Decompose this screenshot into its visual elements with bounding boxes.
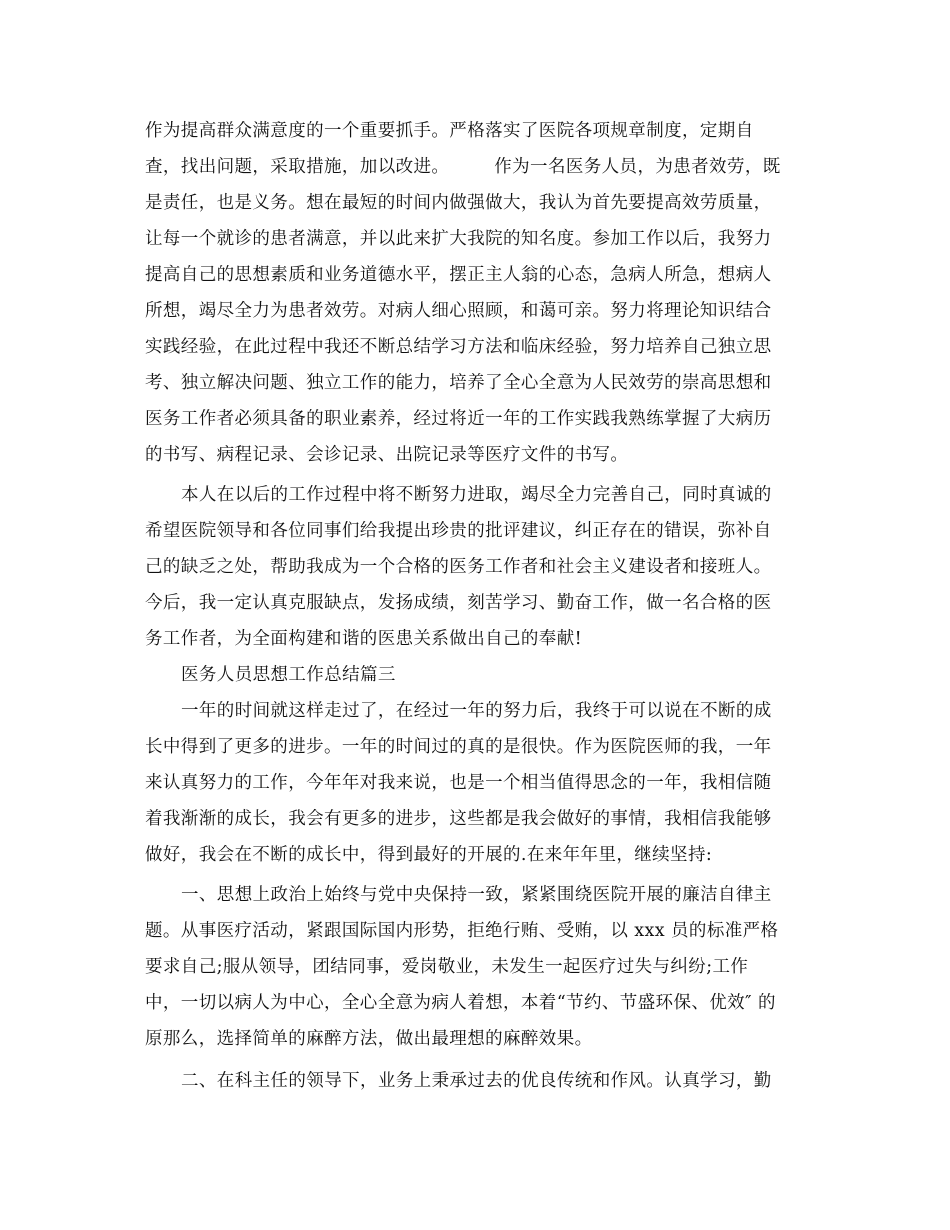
text-line: 来认真努力的工作，今年年对我来说，也是一个相当值得思念的一年，我相信随 xyxy=(145,773,772,793)
text-line: 提高自己的思想素质和业务道德水平，摆正主人翁的心态，急病人所急，想病人 xyxy=(145,265,772,285)
paragraph-first-line: 一年的时间就这样走过了，在经过一年的努力后，我终于可以说在不断的成 xyxy=(181,701,772,721)
text-line: 所想，竭尽全力为患者效劳。对病人细心照顾，和蔼可亲。努力将理论知识结合 xyxy=(145,301,772,321)
text-line: 作为提高群众满意度的一个重要抓手。严格落实了医院各项规章制度，定期自 xyxy=(145,121,754,141)
text-line: 务工作者，为全面构建和谐的医患关系做出自己的奉献! xyxy=(145,629,583,649)
paragraph-first-line: 本人在以后的工作过程中将不断努力进取，竭尽全力完善自己，同时真诚的 xyxy=(181,485,772,505)
text-line: 是责任，也是义务。想在最短的时间内做强做大，我认为首先要提高效劳质量， xyxy=(145,193,772,213)
text-line: 长中得到了更多的进步。一年的时间过的真的是很快。作为医院医师的我，一年 xyxy=(145,737,772,757)
paragraph-first-line: 二、在科主任的领导下，业务上秉承过去的优良传统和作风。认真学习，勤 xyxy=(181,1071,772,1091)
text-line: 查，找出问题，采取措施，加以改进。 作为一名医务人员，为患者效劳，既 xyxy=(145,157,781,177)
text-line: 要求自己;服从领导，团结同事，爱岗敬业，未发生一起医疗过失与纠纷;工作 xyxy=(145,957,749,977)
section-heading: 医务人员思想工作总结篇三 xyxy=(181,665,396,685)
text-line: 己的缺乏之处，帮助我成为一个合格的医务工作者和社会主义建设者和接班人。 xyxy=(145,557,772,577)
paragraph-first-line: 一、思想上政治上始终与党中央保持一致，紧紧围绕医院开展的廉洁自律主 xyxy=(181,885,772,905)
text-line: 原那么，选择简单的麻醉方法，做出最理想的麻醉效果。 xyxy=(145,1029,593,1049)
text-line: 让每一个就诊的患者满意，并以此来扩大我院的知名度。参加工作以后，我努力 xyxy=(145,229,772,249)
text-line: 做好，我会在不断的成长中，得到最好的开展的.在来年年里，继续坚持: xyxy=(145,845,713,865)
text-line: 医务工作者必须具备的职业素养，经过将近一年的工作实践我熟练掌握了大病历 xyxy=(145,409,772,429)
text-line: 题。从事医疗活动，紧跟国际国内形势，拒绝行贿、受贿，以 xxx 员的标准严格 xyxy=(145,921,779,941)
text-line: 着我渐渐的成长，我会有更多的进步，这些都是我会做好的事情，我相信我能够 xyxy=(145,809,772,829)
text-line: 今后，我一定认真克服缺点，发扬成绩，刻苦学习、勤奋工作，做一名合格的医 xyxy=(145,593,772,613)
text-line: 的书写、病程记录、会诊记录、出院记录等医疗文件的书写。 xyxy=(145,445,629,465)
text-line: 希望医院领导和各位同事们给我提出珍贵的批评建议，纠正存在的错误，弥补自 xyxy=(145,521,772,541)
text-line: 中，一切以病人为中心，全心全意为病人着想，本着“节约、节盛环保、优效″ 的 xyxy=(145,993,776,1013)
text-line: 实践经验，在此过程中我还不断总结学习方法和临床经验，努力培养自己独立思 xyxy=(145,337,772,357)
text-line: 考、独立解决问题、独立工作的能力，培养了全心全意为人民效劳的崇高思想和 xyxy=(145,373,772,393)
